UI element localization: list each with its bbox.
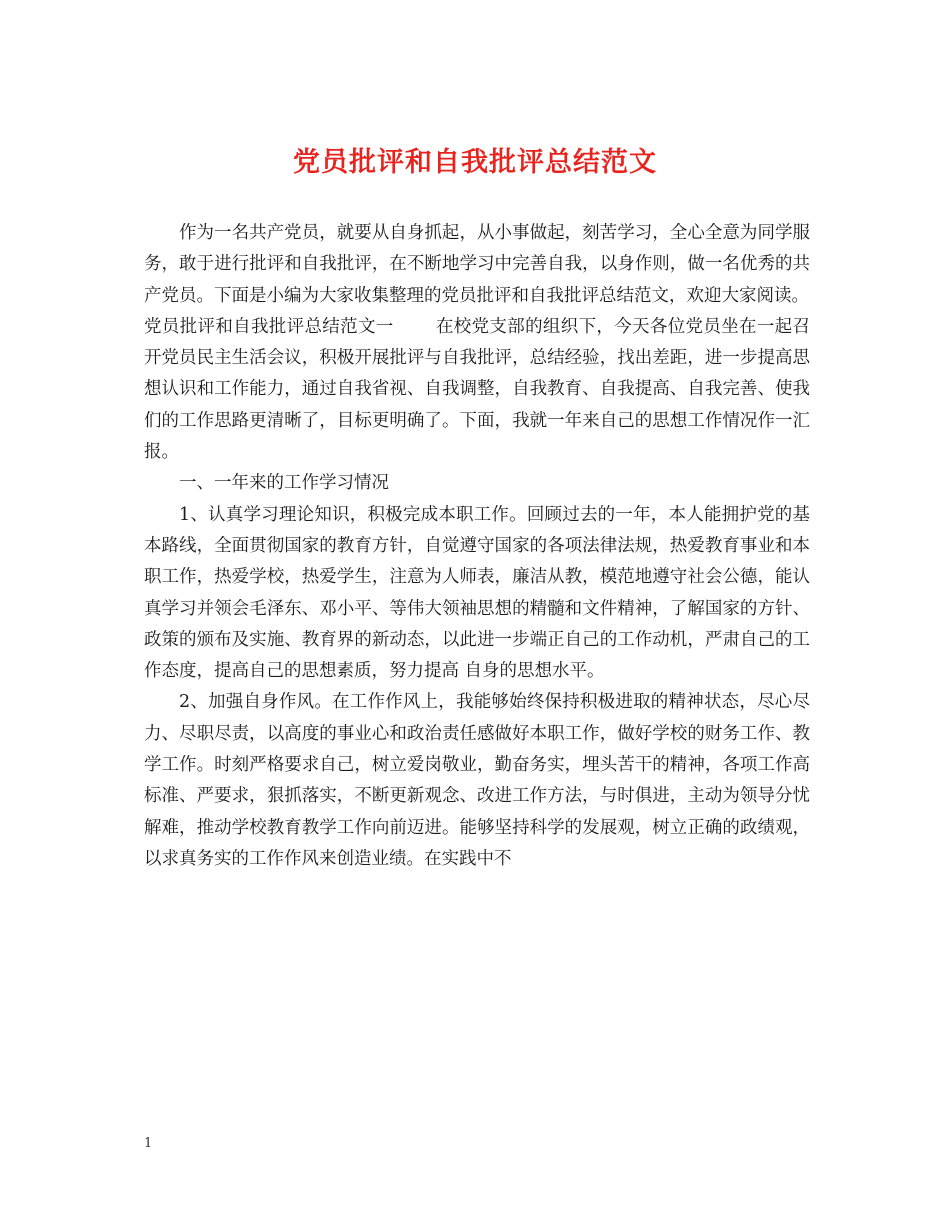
sample-heading: 党员批评和自我批评总结范文一	[144, 316, 394, 337]
point-two-paragraph: 2、加强自身作风。在工作作风上，我能够始终保持积极进取的精神状态，尽心尽力、尽职尽责，以高度的事业心和政治责任感做好本职工作，做好学校的财务工作、教学工作。时刻严格要求自己，树立爱岗敬业，勤奋务实，埋头苦干的精神，各项工作高标准、严要求，狠抓落实，不断更新观念、改进工作方法，与时俱进，主动为领导分忧解难，推动学校教育教学工作向前迈进。能够坚持科学的发展观，树立正确的政绩观，以求真务实的工作作风来创造业绩。在实践中不	[144, 692, 810, 869]
section-one-heading: 一、一年来的工作学习情况	[179, 473, 389, 494]
sample-paragraph	[144, 312, 810, 468]
document-body	[144, 218, 810, 875]
page-number: 1	[144, 1136, 153, 1151]
point-one-paragraph: 1、认真学习理论知识，积极完成本职工作。回顾过去的一年，本人能拥护党的基本路线，全面贯彻国家的教育方针，自觉遵守国家的各项法律法规，热爱教育事业和本职工作，热爱学校，热爱学生，注意为人师表，廉洁从教，模范地遵守社会公德，能认真学习并领会毛泽东、邓小平、等伟大领袖思想的精髓和文件精神，了解国家的方针、政策的颁布及实施、教育界的新动态，以此进一步端正自己的工作动机，严肃自己的工作态度，提高自己的思想素质，努力提高 自身的思想水平。	[144, 504, 810, 682]
document-title: 党员批评和自我批评总结范文	[293, 147, 657, 178]
sample-opening: 在校党支部的组织下，今天各位党员坐在一起召开党员民主生活会议，积极开展批评与自我批评，总结经验，找出差距，进一步提高思想认识和工作能力，通过自我省视、自我调整，自我教育、自我提高、自我完善、使我们的工作思路更清晰了，目标更明确了。下面，我就一年来自己的思想工作情况作一汇报。	[144, 316, 811, 463]
intro-paragraph: 作为一名共产党员，就要从自身抓起，从小事做起，刻苦学习，全心全意为同学服务，敢于进行批评和自我批评，在不断地学习中完善自我，以身作则，做一名优秀的共产党员。下面是小编为大家收集整理的党员批评和自我批评总结范文，欢迎大家阅读。	[144, 223, 810, 306]
